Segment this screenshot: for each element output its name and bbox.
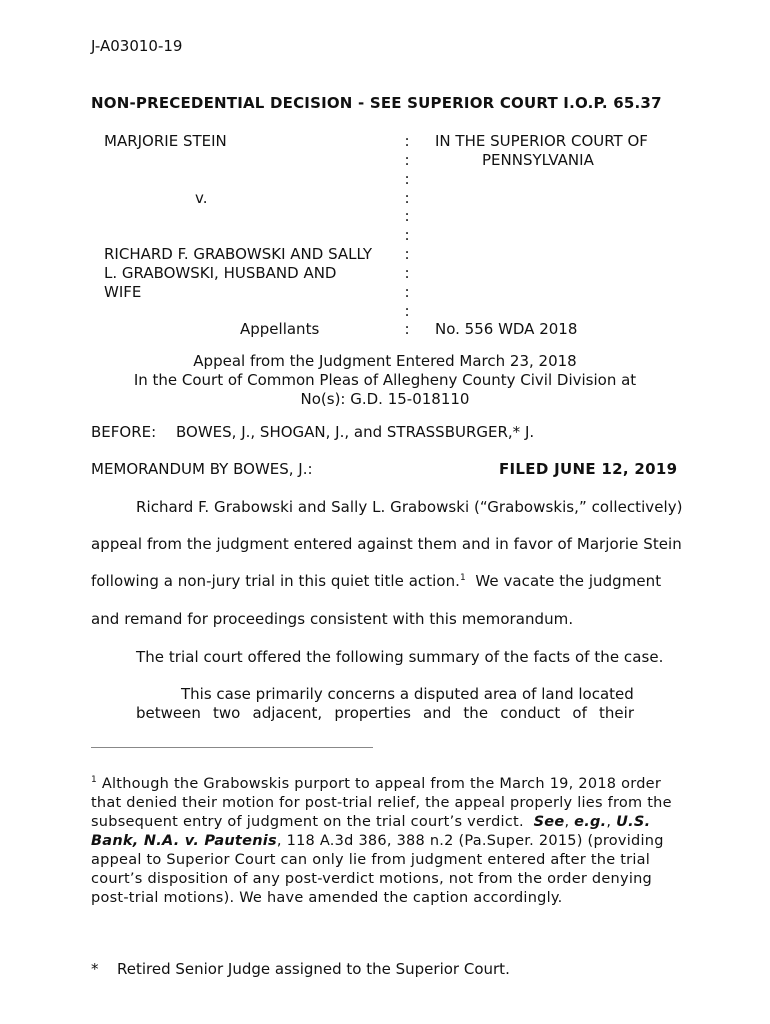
star-footnote-mark: *	[91, 960, 99, 978]
versus: v.	[195, 189, 208, 207]
caption-colon: :	[404, 170, 410, 188]
body-p1-line-2: appeal from the judgment entered against them and in favor of Marjorie Stein	[91, 535, 682, 553]
appellants-label: Appellants	[240, 320, 320, 338]
caption-colon: :	[404, 132, 410, 150]
body-p1-line-3	[91, 572, 661, 590]
citation-separator: ,	[606, 814, 617, 830]
appeal-from-line-2: In the Court of Common Pleas of Allegheny County Civil Division at	[133, 371, 637, 389]
quote-line-2-text: between two adjacent, properties and the conduct of their	[136, 704, 634, 722]
case-name-part-2: Bank, N.A. v. Pautenis	[91, 833, 277, 849]
caption-colon: :	[404, 302, 410, 320]
caption-colon: :	[404, 151, 410, 169]
citation-separator: ,	[564, 814, 575, 830]
footnote-1-mark: 1	[91, 775, 97, 785]
citation-signal-eg: e.g.	[574, 814, 607, 830]
body-p1-line-4: and remand for proceedings consistent with this memorandum.	[91, 610, 574, 628]
appellants-line-3: WIFE	[104, 283, 142, 301]
body-p1-line-3-cont: We vacate the judgment	[465, 572, 662, 590]
footnote-1-line-1-text: Although the Grabowskis purport to appeal from the March 19, 2018 order	[96, 776, 662, 792]
body-p1-line-3-text: following a non-jury trial in this quiet title action.	[91, 572, 460, 590]
appellee-name: MARJORIE STEIN	[104, 132, 227, 150]
quote-line-1: This case primarily concerns a disputed area of land located	[181, 685, 634, 703]
appeal-from-line-3: No(s): G.D. 15-018110	[300, 390, 470, 408]
footnote-1-line-3-text: subsequent entry of judgment on the trial court’s verdict.	[91, 814, 534, 830]
filed-date: FILED JUNE 12, 2019	[499, 460, 678, 478]
caption-colon: :	[404, 283, 410, 301]
footnote-1-line-3	[91, 813, 681, 832]
footnote-1-line-2: that denied their motion for post-trial relief, the appeal properly lies from the	[91, 795, 672, 811]
appellants-line-1: RICHARD F. GRABOWSKI AND SALLY	[104, 245, 373, 263]
docket-number: J-A03010-19	[91, 37, 183, 55]
footnote-1-line-6: court’s disposition of any post-verdict motions, not from the order denying	[91, 871, 652, 887]
court-name-line-1: IN THE SUPERIOR COURT OF	[435, 132, 648, 150]
body-p2: The trial court offered the following summary of the facts of the case.	[136, 648, 664, 666]
footnote-1	[91, 771, 681, 908]
appellants-line-2: L. GRABOWSKI, HUSBAND AND	[104, 264, 337, 282]
footnote-separator	[91, 747, 373, 748]
footnote-1-line-7: post-trial motions). We have amended the caption accordingly.	[91, 890, 563, 906]
caption-colon: :	[404, 245, 410, 263]
nonprecedential-heading: NON-PRECEDENTIAL DECISION - SEE SUPERIOR COURT I.O.P. 65.37	[91, 94, 662, 112]
appeal-from-block	[91, 352, 679, 409]
citation-text: , 118 A.3d 386, 388 n.2 (Pa.Super. 2015) (providing	[276, 833, 664, 849]
caption-colon: :	[404, 320, 410, 338]
caption-colon: :	[404, 226, 410, 244]
before-label: BEFORE:	[91, 423, 157, 441]
caption-colon: :	[404, 264, 410, 282]
caption-colon: :	[404, 207, 410, 225]
star-footnote-text: Retired Senior Judge assigned to the Superior Court.	[117, 960, 510, 978]
footnote-1-line-5: appeal to Superior Court can only lie from judgment entered after the trial	[91, 852, 651, 868]
court-name-line-2: PENNSYLVANIA	[482, 151, 594, 169]
footnote-1-line-4	[91, 832, 681, 851]
footnote-1-line-1	[91, 771, 681, 794]
case-name-part-1: U.S.	[616, 814, 651, 830]
footnote-reference-1: 1	[459, 573, 466, 583]
quote-line-2	[136, 704, 634, 722]
citation-signal-see: See	[533, 814, 565, 830]
body-p1-line-1: Richard F. Grabowski and Sally L. Grabowski (“Grabowskis,” collectively)	[136, 498, 683, 516]
appeal-number: No. 556 WDA 2018	[435, 320, 578, 338]
panel-judges: BOWES, J., SHOGAN, J., and STRASSBURGER,* J.	[176, 423, 535, 441]
memorandum-author: MEMORANDUM BY BOWES, J.:	[91, 460, 313, 478]
caption-colon: :	[404, 189, 410, 207]
appeal-from-line-1: Appeal from the Judgment Entered March 23, 2018	[193, 352, 577, 370]
